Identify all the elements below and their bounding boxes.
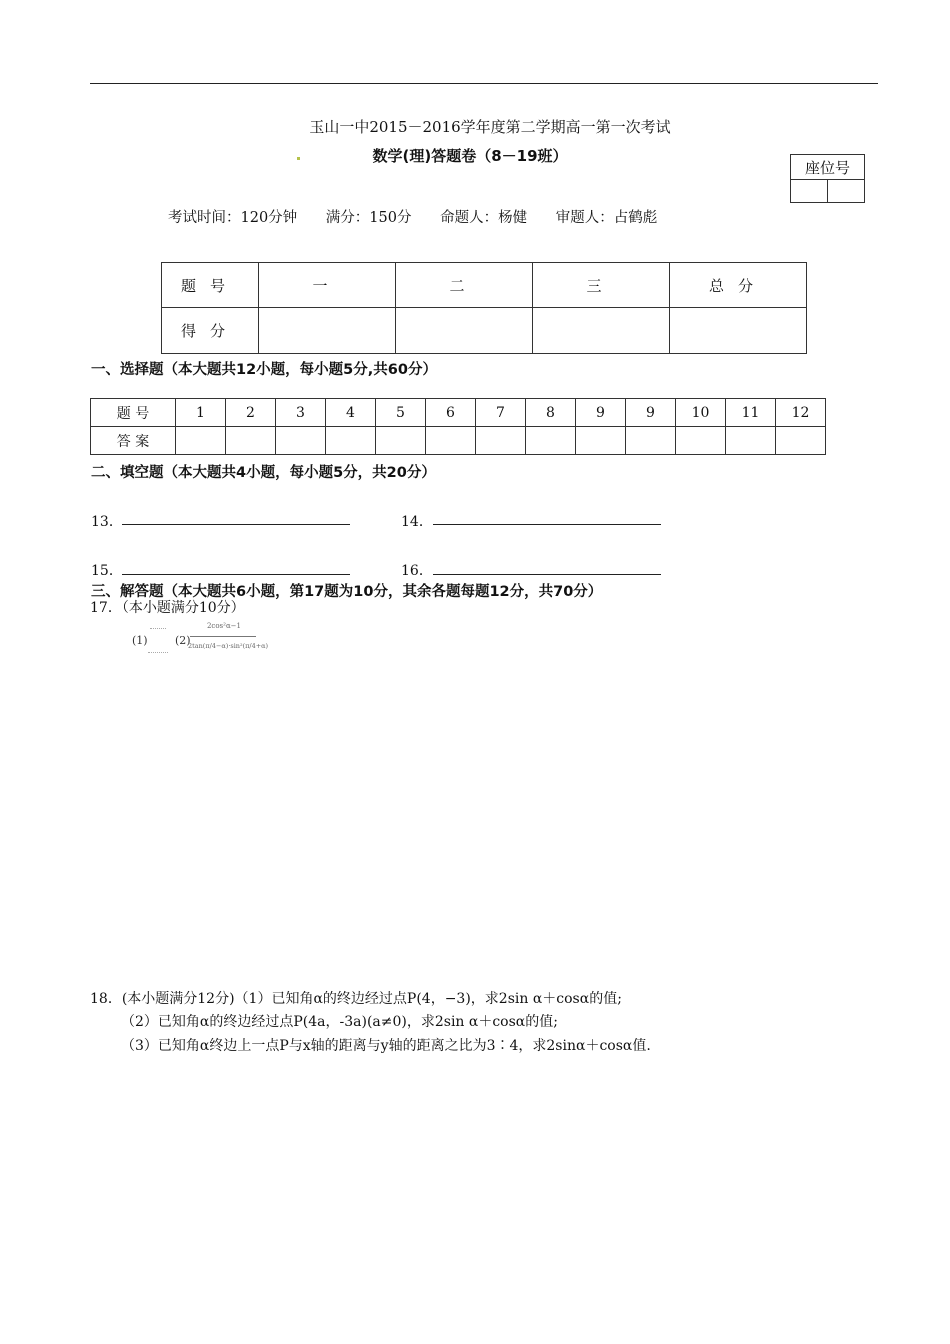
sheet-title: 数学(理)答题卷（8－19班） (372, 147, 568, 165)
choice-answer-table (90, 398, 826, 455)
choice-answer-cell[interactable] (776, 427, 826, 455)
choice-num-9b: 9 (626, 399, 676, 427)
blank-label-13: 13． (91, 514, 123, 530)
score-cell-3[interactable] (533, 308, 670, 354)
score-cell-1[interactable] (259, 308, 396, 354)
seat-label: 座位号 (791, 155, 865, 180)
blank-line-16[interactable] (433, 574, 661, 575)
section2-heading: 二、填空题（本大题共4小题，每小题5分，共20分） (91, 465, 436, 481)
choice-num-9: 9 (576, 399, 626, 427)
choice-num-12: 12 (776, 399, 826, 427)
choice-answer-cell[interactable] (626, 427, 676, 455)
score-cell-2[interactable] (396, 308, 533, 354)
score-summary-table (161, 262, 807, 354)
choice-row-label-q: 题 号 (91, 399, 176, 427)
score-header-1: 一 (259, 263, 396, 308)
choice-row-label-a: 答 案 (91, 427, 176, 455)
exam-author: 命题人：杨健 (440, 210, 528, 226)
choice-num-6: 6 (426, 399, 476, 427)
q17-frac-top: 2cos²α−1 (206, 622, 242, 630)
exam-time: 考试时间：120分钟 (168, 210, 298, 226)
section1-heading: 一、选择题（本大题共12小题，每小题5分,共60分） (91, 362, 437, 378)
blank-line-15[interactable] (122, 574, 350, 575)
choice-answer-cell[interactable] (326, 427, 376, 455)
q17-part1-label: (1) (132, 634, 148, 647)
section3-heading: 三、解答题（本大题共6小题，第17题为10分，其余各题每题12分，共70分） (91, 584, 603, 600)
choice-num-11: 11 (726, 399, 776, 427)
score-header-2: 二 (396, 263, 533, 308)
choice-answer-cell[interactable] (276, 427, 326, 455)
seat-number-box (790, 154, 865, 203)
blank-line-14[interactable] (433, 524, 661, 525)
exam-full-score: 满分：150分 (325, 210, 412, 226)
seat-cell-2[interactable] (828, 180, 865, 203)
score-row-label: 得分 (162, 308, 259, 354)
choice-num-8: 8 (526, 399, 576, 427)
score-header-label: 题号 (162, 263, 259, 308)
q17-part2-label: (2) (175, 634, 191, 647)
choice-answer-cell[interactable] (176, 427, 226, 455)
score-header-3: 三 (533, 263, 670, 308)
seat-cell-1[interactable] (791, 180, 828, 203)
choice-num-10: 10 (676, 399, 726, 427)
choice-answer-cell[interactable] (576, 427, 626, 455)
q17-frac-line (190, 636, 256, 637)
choice-answer-cell[interactable] (476, 427, 526, 455)
q17-frac-bottom: 2tan(π/4−α)·sin²(π/4+α) (188, 642, 269, 650)
question-17-title: 17．（本小题满分10分） (90, 600, 245, 616)
school-title: 玉山一中2015－2016学年度第二学期高一第一次考试 (309, 118, 671, 136)
choice-answer-cell[interactable] (426, 427, 476, 455)
blank-label-14: 14． (401, 514, 433, 530)
score-header-total: 总分 (670, 263, 807, 308)
choice-num-5: 5 (376, 399, 426, 427)
choice-num-1: 1 (176, 399, 226, 427)
blank-label-15: 15． (91, 563, 123, 579)
q17-part1-faint-formula-bottom (148, 652, 168, 657)
choice-num-2: 2 (226, 399, 276, 427)
choice-answer-cell[interactable] (376, 427, 426, 455)
question-18-line-1: 18．(本小题满分12分)（1）已知角α的终边经过点P(4，−3)，求2sin α＋cosα的值; (90, 991, 622, 1007)
choice-num-7: 7 (476, 399, 526, 427)
exam-reviewer: 审题人：占鹤彪 (555, 210, 658, 226)
choice-answer-cell[interactable] (226, 427, 276, 455)
choice-answer-cell[interactable] (526, 427, 576, 455)
question-18-line-3: （3）已知角α终边上一点P与x轴的距离与y轴的距离之比为3∶4，求2sinα＋cosα值. (121, 1038, 651, 1054)
question-18-line-2: （2）已知角α的终边经过点P(4a，-3a)(a≠0)，求2sin α＋cosα的值; (121, 1014, 558, 1030)
blank-line-13[interactable] (122, 524, 350, 525)
choice-num-3: 3 (276, 399, 326, 427)
score-cell-total[interactable] (670, 308, 807, 354)
q17-part1-faint-formula (150, 628, 166, 633)
blank-label-16: 16． (401, 563, 433, 579)
choice-answer-cell[interactable] (676, 427, 726, 455)
choice-num-4: 4 (326, 399, 376, 427)
exam-meta (168, 206, 681, 227)
top-rule (90, 83, 878, 84)
question-17-formulas (132, 622, 269, 667)
choice-answer-cell[interactable] (726, 427, 776, 455)
